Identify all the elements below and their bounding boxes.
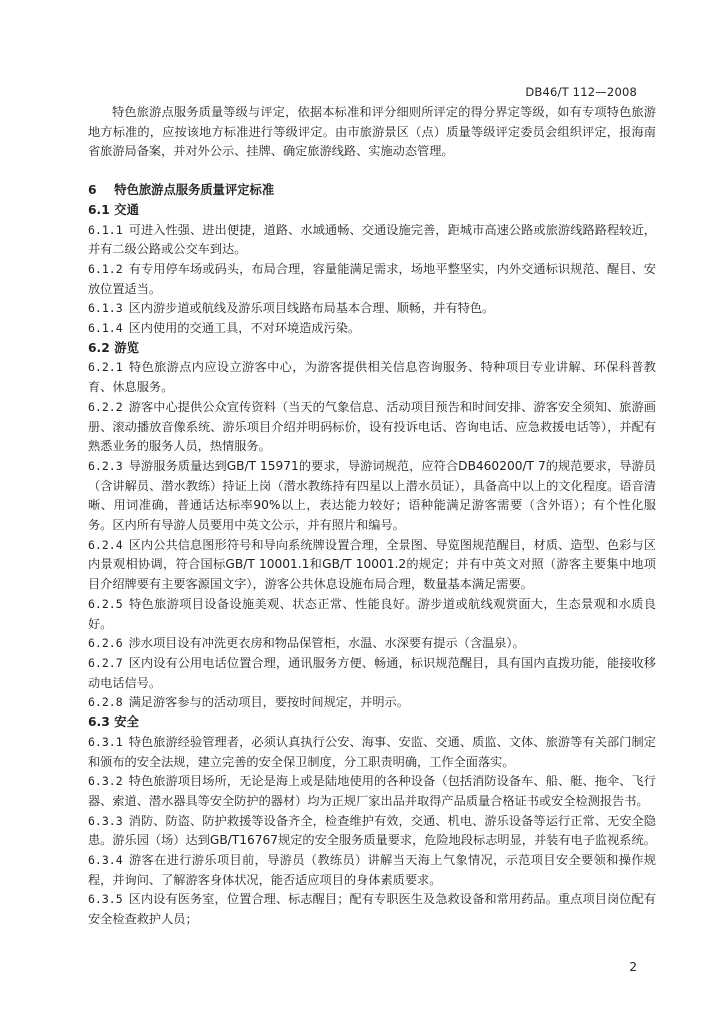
section-6-heading — [88, 181, 656, 201]
clause-6-3-5 — [88, 890, 656, 929]
clause-number: 6.2.8 — [88, 695, 123, 710]
section-number: 6 — [88, 183, 97, 198]
document-code: DB46/T 112—2008 — [525, 85, 637, 99]
clause-text: 特色旅游经验管理者，必须认真执行公安、海事、安监、交通、质监、文体、旅游等有关部门制定和颁布的安全法规，建立完善的安全保卫制度，分工职责明确，工作全面落实。 — [88, 734, 656, 769]
clause-number: 6.2.6 — [88, 636, 123, 651]
clause-number: 6.1.4 — [88, 321, 123, 336]
clause-6-3-4 — [88, 851, 656, 890]
clause-text: 区内设有医务室，位置合理、标志醒目；配有专职医生及急救设备和常用药品。重点项目岗位配有安全检查救护人员； — [88, 892, 656, 927]
clause-6-2-2 — [88, 398, 656, 457]
clause-number: 6.2.3 — [88, 458, 123, 473]
page-number: 2 — [629, 960, 637, 974]
clause-number: 6.1.1 — [88, 222, 123, 237]
clause-number: 6.1.2 — [88, 261, 123, 276]
clause-text: 有专用停车场或码头，布局合理，容量能满足需求，场地平整坚实，内外交通标识规范、醒目、安放位置适当。 — [88, 261, 656, 296]
clause-text: 特色旅游项目设备设施美观、状态正常、性能良好。游步道或航线观赏面大，生态景观和水质良好。 — [88, 596, 656, 631]
section-number: 6.1 — [88, 202, 110, 217]
clause-6-1-2 — [88, 260, 656, 299]
clause-6-2-5 — [88, 595, 656, 634]
document-body — [88, 103, 656, 930]
section-6-2-heading — [88, 339, 656, 359]
clause-6-1-3 — [88, 299, 656, 319]
clause-number: 6.2.1 — [88, 360, 123, 375]
clause-6-2-7 — [88, 654, 656, 693]
clause-6-3-1 — [88, 733, 656, 772]
clause-text: 特色旅游点内应设立游客中心，为游客提供相关信息咨询服务、特种项目专业讲解、环保科普教育、休息服务。 — [88, 360, 656, 395]
clause-text: 游客在进行游乐项目前，导游员（教练员）讲解当天海上气象情况，示范项目安全要领和操作规程，并询问、了解游客身体状况，能否适应项目的身体素质要求。 — [88, 853, 656, 887]
clause-text: 满足游客参与的活动项目，要按时间规定，并明示。 — [128, 695, 409, 710]
clause-number: 6.2.4 — [88, 537, 123, 552]
section-6-1-heading — [88, 201, 656, 221]
clause-6-2-3 — [88, 457, 656, 536]
clause-6-2-6 — [88, 634, 656, 654]
clause-text: 游客中心提供公众宣传资料（当天的气象信息、活动项目预告和时间安排、游客安全须知、旅游画册、滚动播放音像系统、游乐项目介绍并明码标价，设有投诉电话、咨询电话、应急救援电话等），并配有熟悉业务的服务人员，热情服务。 — [88, 399, 656, 454]
clause-text: 特色旅游项目场所，无论是海上或是陆地使用的各种设备（包括消防设备车、船、艇、拖伞、飞行器、索道、潜水器具等安全防护的器材）均为正规厂家出品并取得产品质量合格证书或安全检测报告书。 — [88, 774, 656, 808]
clause-text: 区内公共信息图形符号和导向系统牌设置合理，全景图、导览图规范醒目，材质、造型、色彩与区内景观相协调，符合国标GB/T 10001.1和GB/T 10001.2的规定；并有中英文对照（游客主要集中地项目介绍牌要有主要客源国文字），游客公共休息设施布局合理，数量基本满足需要。 — [88, 537, 656, 592]
clause-text: 可进入性强、进出便捷，道路、水域通畅、交通设施完善，距城市高速公路或旅游线路路程较近，并有二级公路或公交车到达。 — [88, 222, 656, 257]
section-number: 6.3 — [88, 715, 110, 730]
clause-6-2-4 — [88, 536, 656, 595]
intro-paragraph: 特色旅游点服务质量等级与评定，依据本标准和评分细则所评定的得分界定等级，如有专项特色旅游地方标准的，应按该地方标准进行等级评定。由市旅游景区（点）质量等级评定委员会组织评定，报海南省旅游局备案，并对外公示、挂牌、确定旅游线路、实施动态管理。 — [88, 105, 656, 159]
section-title: 交通 — [114, 202, 139, 217]
clause-number: 6.3.2 — [88, 774, 123, 789]
clause-number: 6.2.2 — [88, 399, 123, 414]
clause-number: 6.2.5 — [88, 596, 123, 611]
clause-text: 区内游步道或航线及游乐项目线路布局基本合理、顺畅，并有特色。 — [128, 301, 495, 316]
clause-text: 消防、防盗、防护救援等设备齐全，检查维护有效，交通、机电、游乐设备等运行正常、无安全隐患。游乐园（场）达到GB/T16767规定的安全服务质量要求，危险地段标志明显，并装有电子监视系统。 — [88, 813, 656, 848]
clause-6-2-1 — [88, 358, 656, 397]
section-title: 特色旅游点服务质量评定标准 — [114, 183, 275, 198]
clause-6-2-8 — [88, 693, 656, 713]
clause-number: 6.3.4 — [88, 853, 123, 868]
clause-number: 6.2.7 — [88, 655, 123, 670]
clause-number: 6.3.5 — [88, 892, 123, 907]
clause-number: 6.3.3 — [88, 813, 123, 828]
clause-6-1-1 — [88, 221, 656, 260]
section-6-3-heading — [88, 713, 656, 733]
clause-6-3-2 — [88, 772, 656, 811]
clause-number: 6.3.1 — [88, 734, 123, 749]
section-title: 安全 — [114, 715, 139, 730]
section-title: 游览 — [114, 340, 139, 355]
section-number: 6.2 — [88, 340, 110, 355]
clause-text: 区内设有公用电话位置合理，通讯服务方便、畅通，标识规范醒目，具有国内直拨功能，能接收移动电话信号。 — [88, 655, 656, 690]
clause-6-1-4 — [88, 319, 656, 339]
clause-6-3-3 — [88, 812, 656, 851]
spacer — [88, 162, 656, 181]
clause-text: 涉水项目设有冲洗更衣房和物品保管柜，水温、水深要有提示（含温泉）。 — [128, 636, 525, 651]
clause-text: 区内使用的交通工具，不对环境造成污染。 — [128, 321, 361, 336]
clause-number: 6.1.3 — [88, 301, 123, 316]
clause-text: 导游服务质量达到GB/T 15971的要求，导游词规范，应符合DB460200/T 7的规范要求，导游员（含讲解员、潜水教练）持证上岗（潜水教练持有四星以上潜水员证），具备高中以上的文化程度。语音清晰、用词准确，普通话达标率90%以上，表达能力较好；语种能满足游客需要（含外语）；有个性化服务。区内所有导游人员要用中英文公示，并有照片和编号。 — [88, 458, 656, 533]
